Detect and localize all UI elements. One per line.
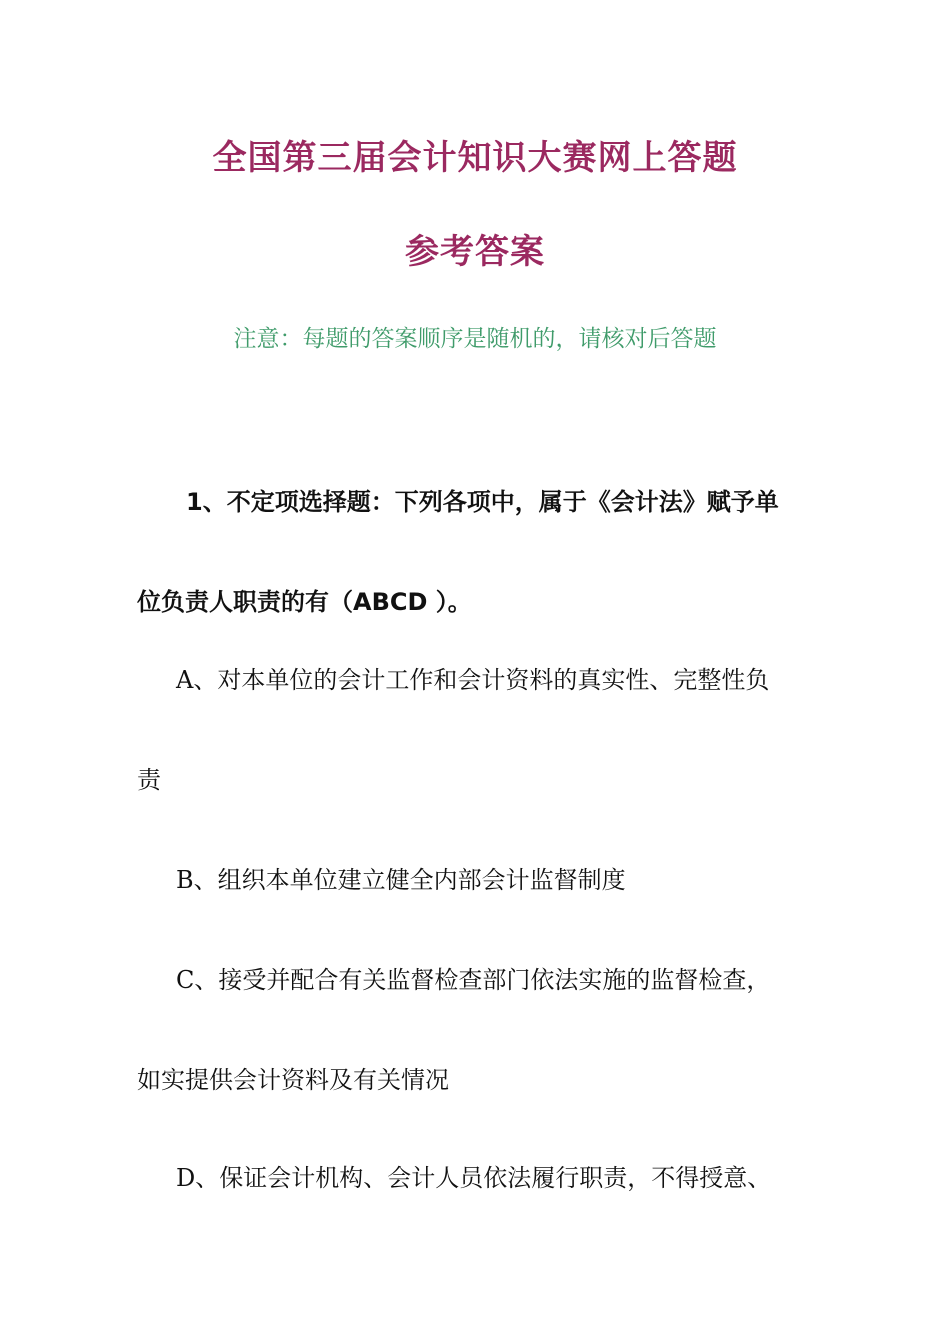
option-d-line1: D、保证会计机构、会计人员依法履行职责，不得授意、	[176, 1164, 772, 1192]
document-subtitle: 参考答案	[405, 232, 545, 272]
option-a-line1: A、对本单位的会计工作和会计资料的真实性、完整性负	[176, 666, 770, 694]
notice-text: 注意：每题的答案顺序是随机的，请核对后答题	[233, 326, 717, 352]
option-b-line1: B、组织本单位建立健全内部会计监督制度	[176, 866, 626, 894]
question-1-text-line2: 位负责人职责的有（ABCD ）。	[137, 588, 472, 616]
option-c-line2: 如实提供会计资料及有关情况	[137, 1066, 449, 1094]
question-1-text-line1: 1、不定项选择题：下列各项中，属于《会计法》赋予单	[186, 488, 779, 516]
option-a-line2: 责	[137, 766, 161, 794]
document-title: 全国第三届会计知识大赛网上答题	[212, 138, 738, 178]
option-c-line1: C、接受并配合有关监督检查部门依法实施的监督检查，	[176, 966, 771, 994]
